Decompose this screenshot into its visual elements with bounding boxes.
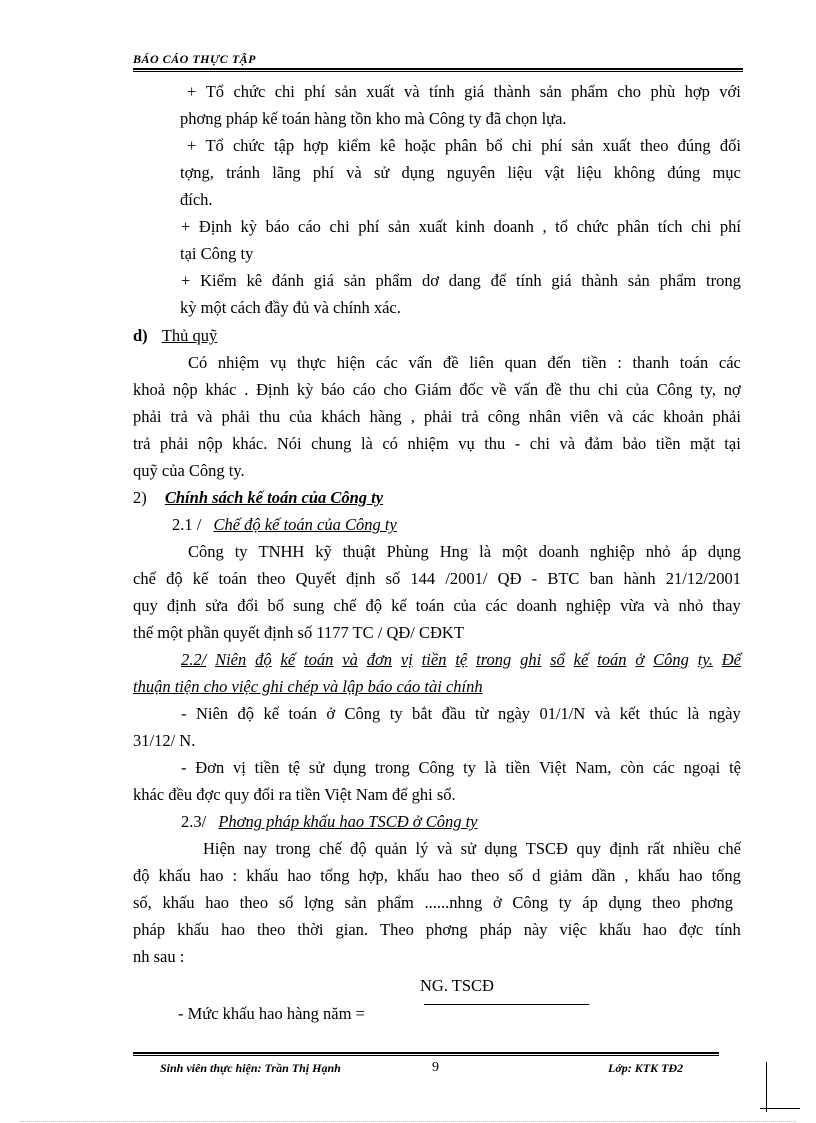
- para-2-2-line-4: khác đều đợc quy đổi ra tiền Việt Nam để ghi sổ.: [133, 785, 456, 804]
- section-d-title: Thủ quỹ: [161, 326, 218, 345]
- bullet-1-line-2: phơng pháp kế toán hàng tồn kho mà Công ty đã chọn lựa.: [180, 109, 567, 128]
- formula-label: - Mức khấu hao hàng năm =: [178, 1004, 365, 1023]
- footer-rule-thin: [133, 1055, 719, 1056]
- bullet-3-line-1: + Định kỳ báo cáo chi phí sản xuất kinh doanh , tổ chức phân tích chi phí: [181, 217, 741, 236]
- page-bottom-border: [20, 1121, 796, 1122]
- section-d-label: d): [133, 326, 148, 345]
- para-2-2-line-1: - Niên độ kế toán ở Công ty bắt đầu từ ngày 01/1/N và kết thúc là ngày: [181, 704, 741, 723]
- bullet-2-line-1: + Tổ chức tập hợp kiểm kê hoặc phân bổ chi phí sản xuất theo đúng đối: [187, 136, 741, 155]
- corner-mark-vertical: [766, 1062, 767, 1112]
- bullet-2-line-2: tợng, tránh lãng phí và sử dụng nguyên liệu vật liệu không đúng mục: [180, 163, 741, 182]
- para-2-3-line-5: nh sau :: [133, 947, 185, 966]
- para-2-2-line-3: - Đơn vị tiền tệ sử dụng trong Công ty là tiền Việt Nam, còn các ngoại tệ: [181, 758, 741, 777]
- section-2-title: Chính sách kế toán của Công ty: [164, 488, 384, 507]
- para-2-3-line-1: Hiện nay trong chế độ quản lý và sử dụng TSCĐ quy định rất nhiều chế: [203, 839, 741, 858]
- para-2-1-line-3: quy định sửa đổi bổ sung chế độ kế toán của các doanh nghiệp vừa và nhỏ thay: [133, 596, 741, 615]
- header-title: BÁO CÁO THỰC TẬP: [133, 52, 256, 66]
- corner-mark-horizontal: [760, 1108, 800, 1109]
- para-2-1-line-1: Công ty TNHH kỹ thuật Phùng Hng là một doanh nghiệp nhỏ áp dụng: [188, 542, 741, 561]
- footer-rule: [133, 1052, 719, 1054]
- section-2-3-heading: [181, 812, 478, 832]
- header-rule-thin: [133, 71, 743, 72]
- section-2-2-heading-line-1: 2.2/ Niên độ kế toán và đơn vị tiền tệ trong ghi sổ kế toán ở Công ty. Để: [181, 650, 741, 669]
- para-d-line-4: trả phải nộp khác. Nói chung là có nhiệm vụ thu - chi và đảm bảo tiền mặt tại: [133, 434, 741, 453]
- footer-author: Sinh viên thực hiện: Trần Thị Hạnh: [160, 1061, 341, 1075]
- section-2-2-heading-line-2: thuận tiện cho việc ghi chép và lập báo cáo tài chính: [133, 677, 483, 696]
- header-rule: [133, 68, 743, 70]
- formula-numerator: NG. TSCĐ: [420, 976, 494, 995]
- bullet-4-line-1: + Kiểm kê đánh giá sản phẩm dơ dang để tính giá thành sản phẩm trong: [181, 271, 741, 290]
- para-2-1-line-4: thế một phần quyết định số 1177 TC / QĐ/ CĐKT: [133, 623, 464, 642]
- para-d-line-1: Có nhiệm vụ thực hiện các vấn đề liên quan đến tiền : thanh toán các: [188, 353, 741, 372]
- para-d-line-2: khoả nộp khác . Định kỳ báo cáo cho Giám đốc về vấn đề thu chi của Công ty, nợ: [133, 380, 741, 399]
- bullet-1-line-1: + Tổ chức chi phí sản xuất và tính giá thành sản phẩm cho phù hợp với: [187, 82, 741, 101]
- section-2-heading: [133, 488, 383, 508]
- section-d-heading: [133, 326, 217, 346]
- footer-class: Lớp: KTK TĐ2: [608, 1061, 684, 1075]
- bullet-4-line-2: kỳ một cách đầy đủ và chính xác.: [180, 298, 401, 317]
- para-2-3-line-3: số, khấu hao theo số lợng sản phẩm ......nhng ở Công ty áp dụng theo phơng: [133, 893, 733, 912]
- section-2-1-number: 2.1 /: [172, 515, 202, 534]
- para-2-3-line-4: pháp khấu hao theo thời gian. Theo phơng pháp này việc khấu hao đợc tính: [133, 920, 741, 939]
- para-2-2-line-2: 31/12/ N.: [133, 731, 196, 750]
- section-2-3-number: 2.3/: [181, 812, 207, 831]
- section-2-1-title: Chế độ kế toán của Công ty: [213, 515, 397, 534]
- formula-fraction-bar: [424, 1004, 589, 1005]
- para-2-3-line-2: độ khấu hao : khấu hao tổng hợp, khấu hao theo số d giảm dần , khấu hao tổng: [133, 866, 741, 885]
- bullet-2-line-3: đích.: [180, 190, 213, 209]
- bullet-3-line-2: tại Công ty: [180, 244, 254, 263]
- para-d-line-5: quỹ của Công ty.: [133, 461, 245, 480]
- para-d-line-3: phải trả và phải thu của khách hàng , phải trả công nhân viên và các khoản phải: [133, 407, 741, 426]
- section-2-1-heading: [172, 515, 397, 535]
- section-2-number: 2): [133, 488, 147, 507]
- para-2-1-line-2: chế độ kế toán theo Quyết định số 144 /2001/ QĐ - BTC ban hành 21/12/2001: [133, 569, 741, 588]
- section-2-3-title: Phơng pháp khấu hao TSCĐ ở Công ty: [218, 812, 478, 831]
- footer-page-number: 9: [432, 1060, 439, 1075]
